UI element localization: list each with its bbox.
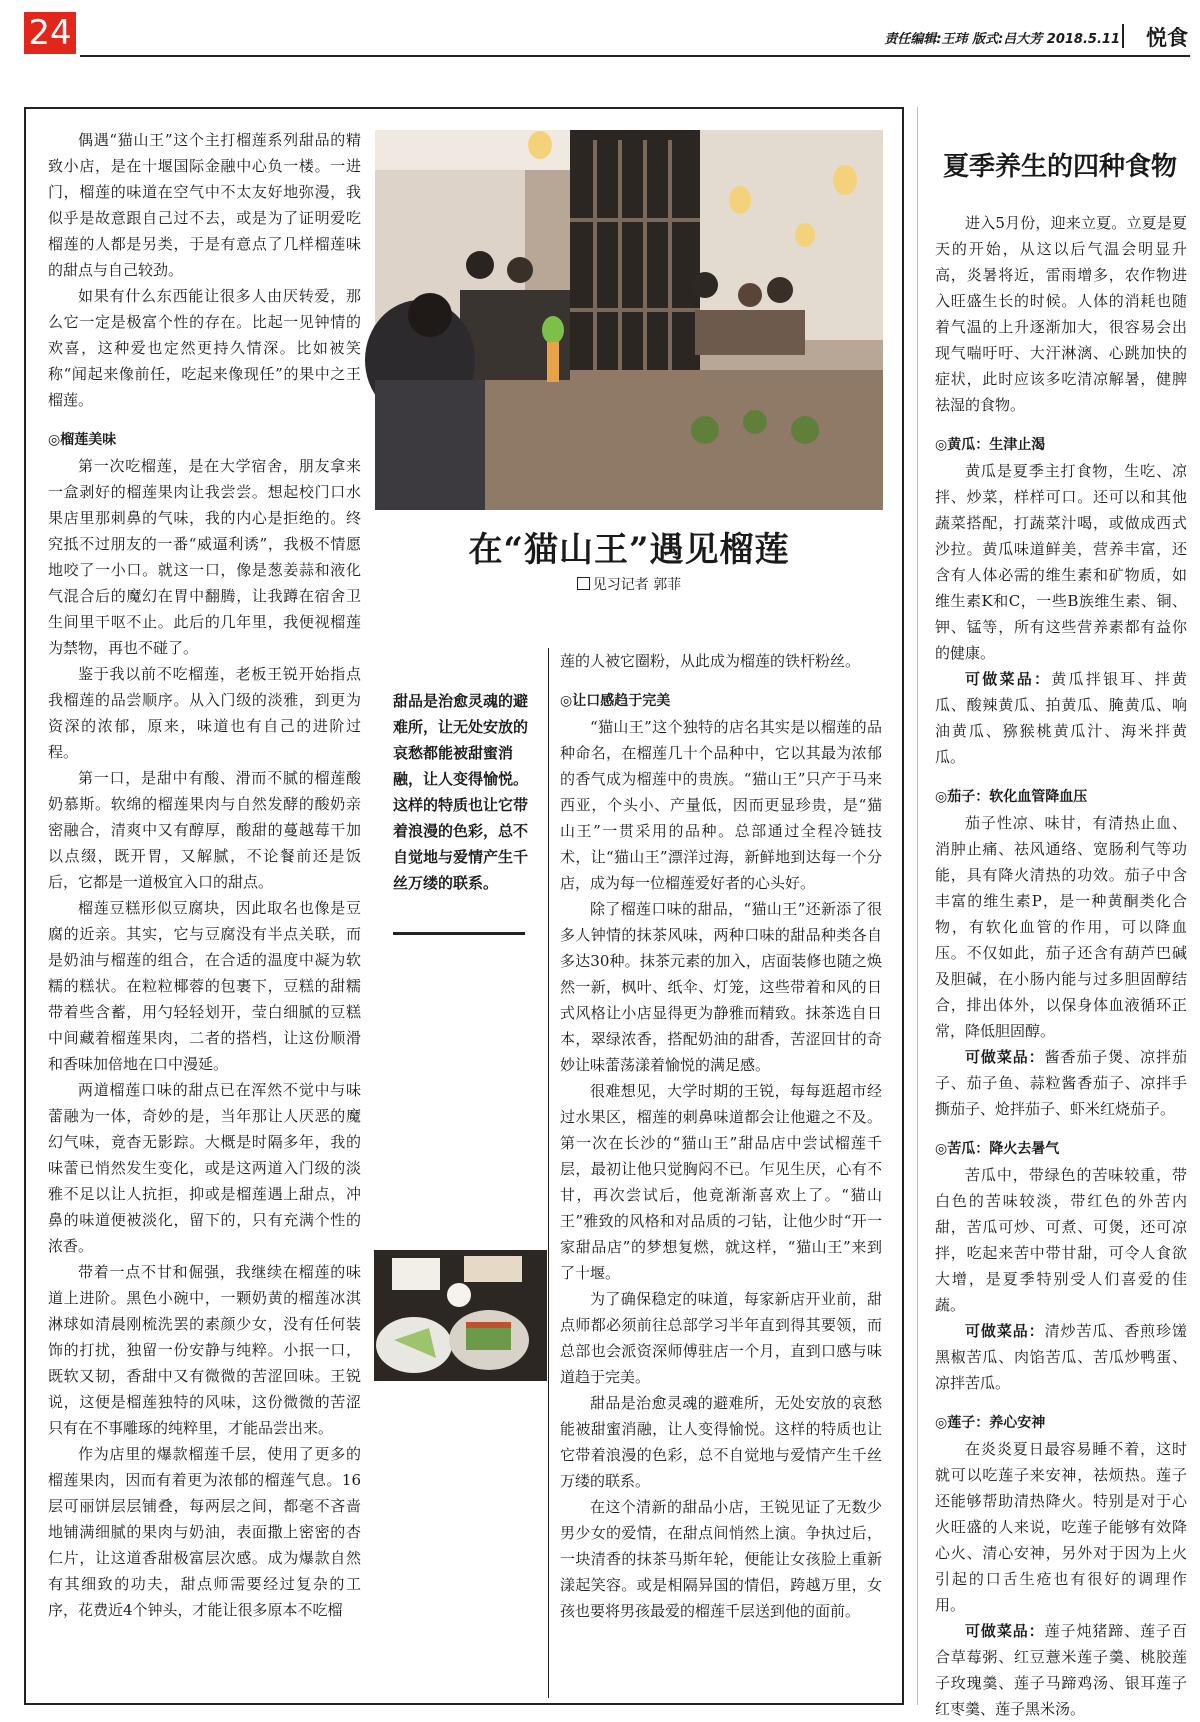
paragraph: 苦瓜中，带绿色的苦味较重，带白色的苦味较淡，带红色的外苦内甜，苦瓜可炒、可煮、可煲，还可凉拌，吃起来苦中带甘甜，可令人食欲大增，是夏季特别受人们喜爱的佳蔬。 [935, 1166, 1187, 1314]
paragraph: 在炎炎夏日最容易睡不着，这时就可以吃莲子来安神，祛烦热。莲子还能够帮助清热降火。特别是对于心火旺盛的人来说，吃莲子能够有效降心火、清心安神，另外对于因为上火引起的口舌生疮也有很好的调理作用。 [935, 1440, 1187, 1614]
byline-box [577, 577, 590, 590]
byline-text: 见习记者 郭菲 [592, 577, 682, 593]
dish-label: 可做菜品： [965, 1322, 1045, 1340]
dish-text: 酱香茄子煲、凉拌茄子、茄子鱼、蒜粒酱香茄子、凉拌手撕茄子、炝拌茄子、虾米红烧茄子。 [935, 1048, 1187, 1118]
paragraph: 鉴于我以前不吃榴莲，老板王锐开始指点我榴莲的品尝顺序。从入门级的淡雅，到更为资深的浓郁，原来，味道也有自己的进阶过程。 [48, 665, 361, 761]
paragraph: 甜品是治愈灵魂的避难所，无处安放的哀愁能被甜蜜消融，让人变得愉悦。这样的特质也让它带着浪漫的色彩，总不自觉地与爱情产生千丝万缕的联系。 [560, 1394, 882, 1490]
shop-interior-photo [375, 130, 883, 510]
header-rule [80, 55, 1190, 57]
pull-quote: 甜品是治愈灵魂的避难所，让无处安放的哀愁都能被甜蜜消融，让人变得愉悦。这样的特质也让它带着浪漫的色彩，总不自觉地与爱情产生千丝万缕的联系。 [393, 692, 529, 892]
section-heading: ◎黄瓜：生津止渴 [935, 437, 1046, 453]
dish-list [935, 1618, 1187, 1722]
header-separator [1122, 24, 1124, 48]
paragraph: 第一口，是甜中有酸、滑而不腻的榴莲酸奶慕斯。软绵的榴莲果肉与自然发酵的酸奶亲密融合，清爽中又有醇厚，酸甜的蔓越莓干加以点缀，既开胃，又解腻，不论餐前还是饭后，它都是一道极宜入口的甜点。 [48, 769, 361, 891]
paragraph: 两道榴莲口味的甜点已在浑然不觉中与味蕾融为一体，奇妙的是，当年那让人厌恶的魔幻气味，竟杳无影踪。大概是时隔多年，我的味蕾已悄然发生变化，或是这两道入门级的淡雅不足以让人抗拒，抑或是榴莲遇上甜点，冲鼻的味道便被淡化，留下的，只有充满个性的浓香。 [48, 1081, 361, 1255]
paragraph: 带着一点不甘和倔强，我继续在榴莲的味道上进阶。黑色小碗中，一颗奶黄的榴莲冰淇淋球如清晨刚梳洗罢的素颜少女，没有任何装饰的打扰，独留一份安静与纯粹。小抿一口，既软又韧，香甜中又有微微的苦涩回味。王锐说，这便是榴莲独特的风味，这份微微的苦涩只有在不事雕琢的纯粹里，才能品尝出来。 [48, 1263, 361, 1437]
paragraph: 在这个清新的甜品小店，王锐见证了无数少男少女的爱情，在甜点间悄然上演。争执过后，一块清香的抹茶马斯年轮，便能让女孩脸上重新漾起笑容。或是相隔异国的情侣，跨越万里，女孩也要将男孩最爱的榴莲千层送到他的面前。 [560, 1498, 882, 1620]
dish-list [935, 666, 1187, 770]
dish-list [935, 1318, 1187, 1396]
paragraph: 为了确保稳定的味道，每家新店开业前，甜点师都必须前往总部学习半年直到得其要领，而总部也会派资深师傅驻店一个月，直到口感与味道趋于完美。 [560, 1290, 882, 1386]
dish-text: 清炒苦瓜、香煎珍馐黑椒苦瓜、肉馅苦瓜、苦瓜炒鸭蛋、凉拌苦瓜。 [935, 1322, 1187, 1392]
dish-label: 可做菜品： [965, 1048, 1045, 1066]
paragraph: 榴莲豆糕形似豆腐块，因此取名也像是豆腐的近亲。其实，它与豆腐没有半点关联，而是奶油与榴莲的组合，在合适的温度中凝为软糯的糕状。在粒粒椰蓉的包裹下，豆糕的甜糯带着些含蓄，用勺轻轻划开，莹白细腻的豆糕中间藏着榴莲果肉，二者的搭档，让这份顺滑和香味加倍地在口中漫延。 [48, 899, 361, 1073]
sidebar-body [935, 210, 1187, 1718]
article-title: 在“猫山王”遇见榴莲 [468, 530, 790, 570]
section-heading: ◎让口感趋于完美 [560, 693, 671, 709]
dessert-photo [374, 1250, 547, 1381]
dish-text: 莲子炖猪蹄、莲子百合草莓粥、红豆薏米莲子羹、桃胶莲子玫瑰羹、莲子马蹄鸡汤、银耳莲子红枣羹、莲子黑米汤。 [935, 1622, 1187, 1718]
paragraph: 黄瓜是夏季主打食物，生吃、凉拌、炒菜，样样可口。还可以和其他蔬菜搭配，打蔬菜汁喝，或做成西式沙拉。黄瓜味道鲜美，营养丰富，还含有人体必需的维生素和矿物质，如维生素K和C，一些B族维生素、铜、钾、锰等，所有这些营养素都有益你的健康。 [935, 462, 1187, 662]
paragraph: 偶遇“猫山王”这个主打榴莲系列甜品的精致小店，是在十堰国际金融中心负一楼。一进门，榴莲的味道在空气中不太友好地弥漫，我似乎是故意跟自己过不去，或是为了证明爱吃榴莲的人都是另类，于是有意点了几样榴莲味的甜点与自己较劲。 [48, 131, 361, 279]
dish-label: 可做菜品： [965, 1622, 1045, 1640]
paragraph: 作为店里的爆款榴莲千层，使用了更多的榴莲果肉，因而有着更为浓郁的榴莲气息。16层可丽饼层层铺叠，每两层之间，都毫不吝啬地铺满细腻的果肉与奶油，表面撒上密密的杏仁片，让这道香甜极富层次感。成为爆款自然有其细致的功夫，甜点师需要经过复杂的工序，花费近4个钟头，才能让很多原本不吃榴 [48, 1445, 361, 1619]
pull-quote-rule [393, 932, 525, 935]
sidebar-divider [917, 107, 918, 1705]
page-number: 24 [24, 12, 76, 54]
editor-credits: 责任编辑:王玮 版式:吕大芳 2018.5.11 [884, 32, 1120, 47]
sidebar-title: 夏季养生的四种食物 [942, 152, 1177, 182]
dish-label: 可做菜品： [965, 670, 1052, 688]
paragraph: 进入5月份，迎来立夏。立夏是夏天的开始，从这以后气温会明显升高，炎暑将近，雷雨增多，农作物进入旺盛生长的时候。人体的消耗也随着气温的上升逐渐加大，很容易会出现气喘吁吁、大汗淋漓、心跳加快的症状，此时应该多吃清凉解暑，健脾祛湿的食物。 [935, 214, 1187, 414]
column-divider [548, 648, 549, 1698]
paragraph: 如果有什么东西能让很多人由厌转爱，那么它一定是极富个性的存在。比起一见钟情的欢喜，这种爱也定然更持久情深。比如被笑称“闻起来像前任，吃起来像现任”的果中之王榴莲。 [48, 287, 361, 409]
paragraph: “猫山王”这个独特的店名其实是以榴莲的品种命名，在榴莲几十个品种中，它以其最为浓郁的香气成为榴莲中的贵族。“猫山王”只产于马来西亚，个头小、产量低，因而更显珍贵，是“猫山王”一贯采用的品种。总部通过全程冷链技术，让“猫山王”漂洋过海，新鲜地到达每一个分店，成为每一位榴莲爱好者的心头好。 [560, 718, 882, 892]
dish-list [935, 1044, 1187, 1122]
paragraph: 茄子性凉、味甘，有清热止血、消肿止痛、祛风通络、宽肠利气等功能，具有降火清热的功效。茄子中含丰富的维生素P，是一种黄酮类化合物，有软化血管的作用，可以降血压。不仅如此，茄子还含有葫芦巴碱及胆碱，在小肠内能与过多胆固醇结合，排出体外，以保身体血液循环正常，降低胆固醇。 [935, 814, 1187, 1040]
section-heading: ◎茄子：软化血管降血压 [935, 789, 1088, 805]
article-column-left [48, 127, 361, 1699]
paragraph: 第一次吃榴莲，是在大学宿舍，朋友拿来一盒剥好的榴莲果肉让我尝尝。想起校门口水果店里那刺鼻的气味，我的内心是拒绝的。终究抵不过朋友的一番“威逼利诱”，我极不情愿地咬了一小口。就这一口，像是葱姜蒜和液化气混合后的魔幻在胃中翻腾，让我蹲在宿舍卫生间里干呕不止。此后的几年里，我便视榴莲为禁物，再也不碰了。 [48, 457, 361, 657]
section-heading: ◎苦瓜：降火去暑气 [935, 1141, 1060, 1157]
section-heading: ◎榴莲美味 [48, 432, 117, 448]
paragraph: 除了榴莲口味的甜品，“猫山王”还新添了很多人钟情的抹茶风味，两种口味的甜品种类各自多达30种。抹茶元素的加入，店面装修也随之焕然一新，枫叶、纸伞、灯笼，这些带着和风的日式风格让小店显得更为静雅而精致。抹茶选自日本，翠绿浓香，搭配奶油的甜香，苦涩回甘的奇妙让味蕾荡漾着愉悦的满足感。 [560, 900, 882, 1074]
paragraph: 莲的人被它圈粉，从此成为榴莲的铁杆粉丝。 [560, 652, 861, 670]
paragraph: 很难想见，大学时期的王锐，每每逛超市经过水果区，榴莲的刺鼻味道都会让他避之不及。第一次在长沙的“猫山王”甜品店中尝试榴莲千层，最初让他只觉胸闷不已。乍见生厌，心有不甘，再次尝试后，他竟渐渐喜欢上了。“猫山王”雅致的风格和对品质的刁钻，让他少时“开一家甜品店”的梦想复燃，就这样，“猫山王”来到了十堰。 [560, 1082, 882, 1282]
section-heading: ◎莲子：养心安神 [935, 1415, 1046, 1431]
article-column-right [560, 648, 882, 1700]
dish-text: 黄瓜拌银耳、拌黄瓜、酸辣黄瓜、拍黄瓜、腌黄瓜、响油黄瓜、猕猴桃黄瓜汁、海米拌黄瓜。 [935, 670, 1187, 766]
column-name: 悦食 [1146, 26, 1188, 50]
byline [375, 574, 883, 594]
